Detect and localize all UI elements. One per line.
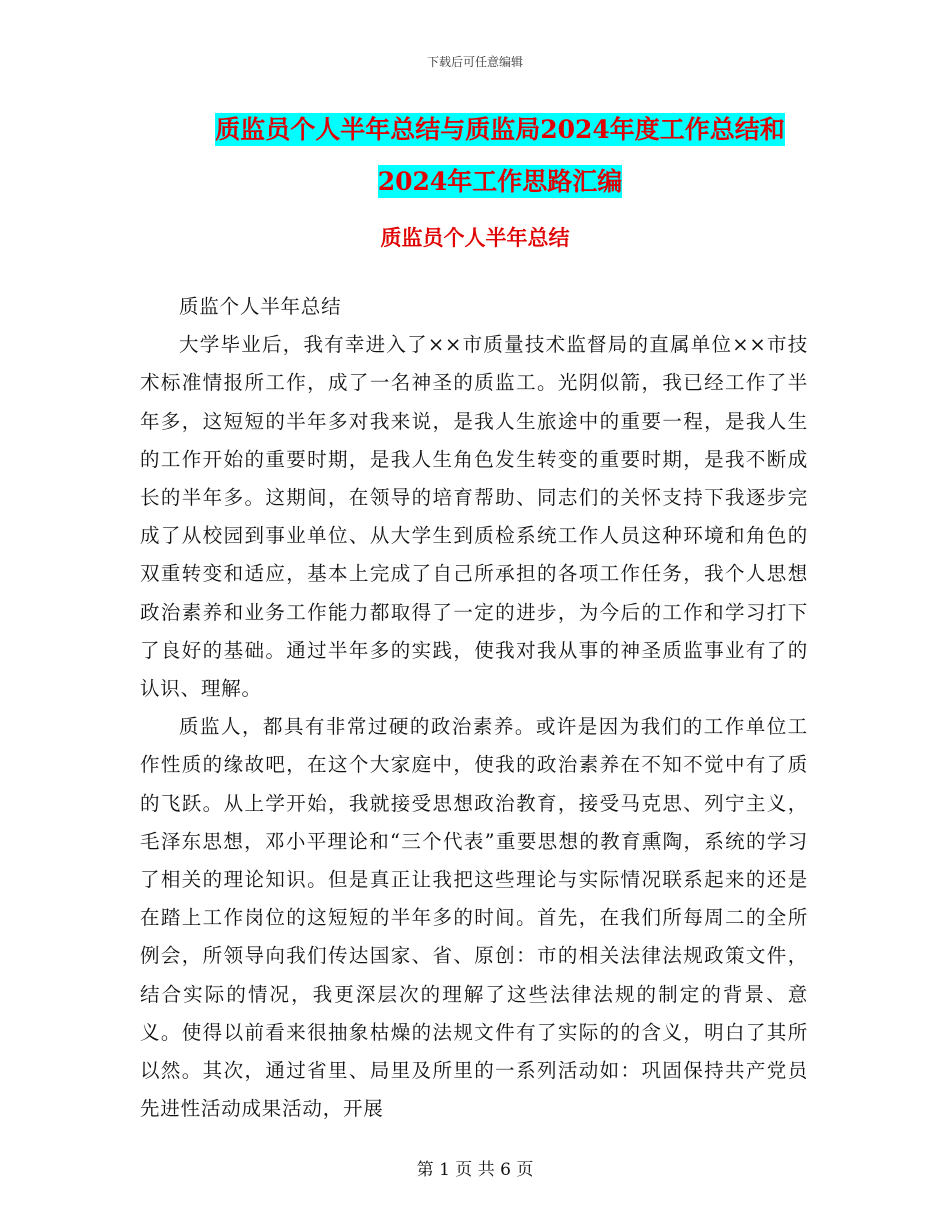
document-title — [140, 104, 860, 208]
title-line-2: 2024年工作思路汇编 — [377, 167, 623, 196]
title-line-1: 质监员个人半年总结与质监局2024年度工作总结和 — [215, 115, 785, 144]
section-title: 质监员个人半年总结 — [380, 225, 570, 250]
paragraph-subtitle: 质监个人半年总结 — [179, 295, 342, 318]
page-footer: 第 1 页 共 6 页 — [416, 1160, 534, 1180]
paragraph: 大学毕业后，我有幸进入了××市质量技术监督局的直属单位××市技术标准情报所工作，成了一名神圣的质监工。光阴似箭，我已经工作了半年多，这短短的半年多对我来说，是我人生旅途中的重要一程，是我人生的工作开始的重要时期，是我人生角色发生转变的重要时期，是我不断成长的半年多。这期间，在领导的培育帮助、同志们的关怀支持下我逐步完成了从校园到事业单位、从大学生到质检系统工作人员这种环境和角色的双重转变和适应，基本上完成了自己所承担的各项工作任务，我个人思想政治素养和业务工作能力都取得了一定的进步，为今后的工作和学习打下了良好的基础。通过半年多的实践，使我对我从事的神圣质监事业有了的认识、理解。 — [140, 333, 808, 701]
header-note: 下载后可任意编辑 — [426, 55, 523, 69]
paragraph: 质监人，都具有非常过硬的政治素养。或许是因为我们的工作单位工作性质的缘故吧，在这个大家庭中，使我的政治素养在不知不觉中有了质的飞跃。从上学开始，我就接受思想政治教育，接受马克思、列宁主义，毛泽东思想，邓小平理论和“三个代表”重要思想的教育熏陶，系统的学习了相关的理论知识。但是真正让我把这些理论与实际情况联系起来的还是在踏上工作岗位的这短短的半年多的时间。首先，在我们所每周二的全所例会，所领导向我们传达国家、省、原创：市的相关法律法规政策文件，结合实际的情况，我更深层次的理解了这些法律法规的制定的背景、意义。使得以前看来很抽象枯燥的法规文件有了实际的的含义，明白了其所以然。其次，通过省里、局里及所里的一系列活动如：巩固保持共产党员先进性活动成果活动，开展 — [140, 715, 808, 1121]
body-text — [140, 288, 808, 1128]
